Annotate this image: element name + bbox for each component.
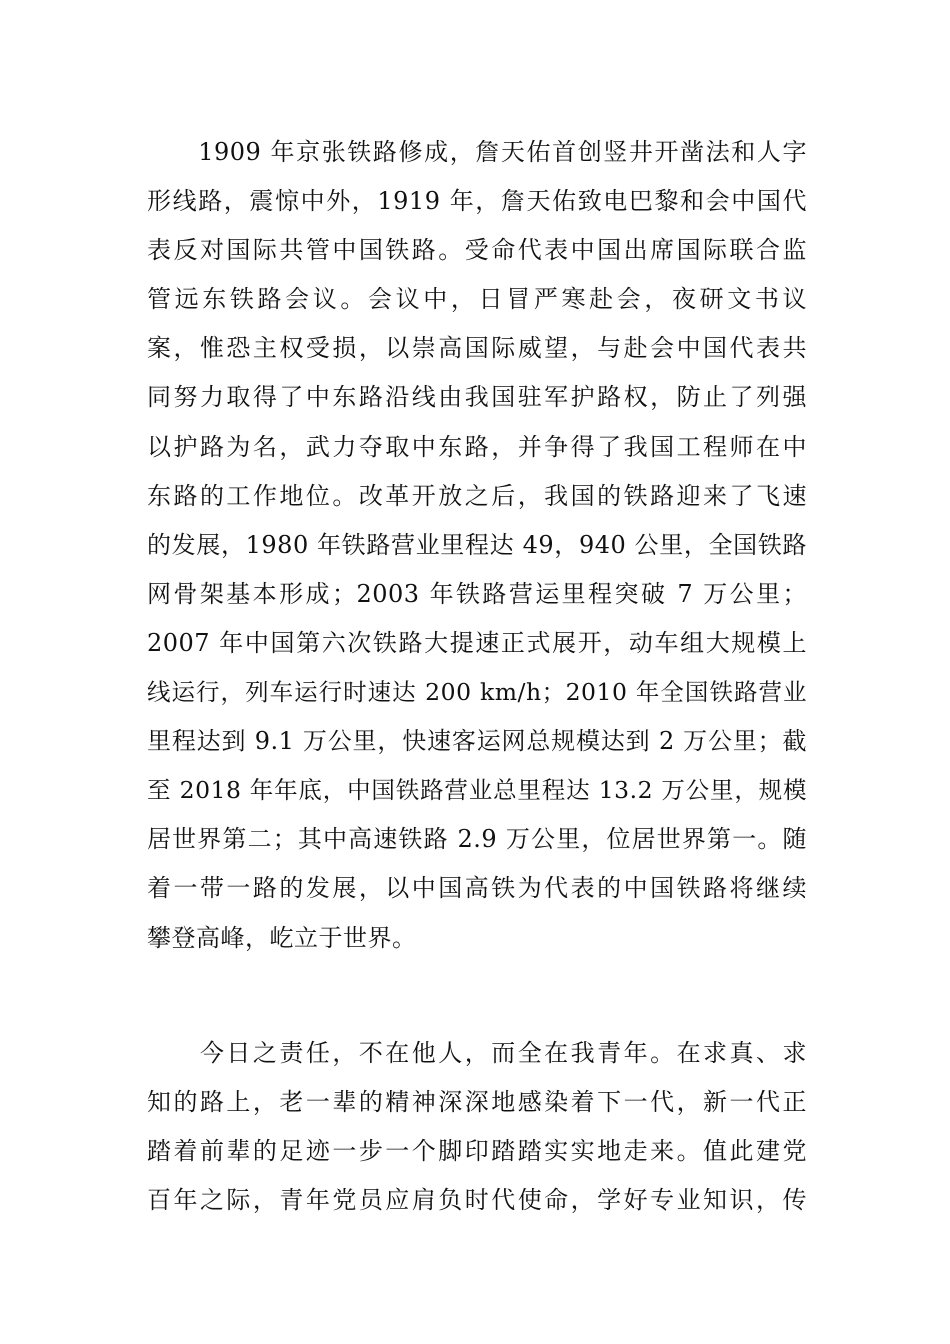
- paragraph-line: 形线路，震惊中外，1919 年，詹天佑致电巴黎和会中国代: [147, 187, 807, 216]
- paragraph-line: 以护路为名，武力夺取中东路，并争得了我国工程师在中: [147, 432, 807, 461]
- paragraph-line: 知的路上，老一辈的精神深深地感染着下一代，新一代正: [147, 1088, 807, 1117]
- paragraph-line: 2007 年中国第六次铁路大提速正式展开，动车组大规模上: [147, 628, 807, 657]
- paragraph-line: 东路的工作地位。改革开放之后，我国的铁路迎来了飞速: [147, 481, 807, 510]
- paragraph-youth-responsibility: [147, 1029, 807, 1225]
- paragraph-line: 表反对国际共管中国铁路。受命代表中国出席国际联合监: [147, 236, 807, 265]
- paragraph-line: 百年之际，青年党员应肩负时代使命，学好专业知识，传: [147, 1186, 807, 1215]
- paragraph-line: 线运行，列车运行时速达 200 km/h；2010 年全国铁路营业: [147, 678, 807, 707]
- paragraph-line: 案，惟恐主权受损，以崇高国际威望，与赴会中国代表共: [147, 334, 807, 363]
- paragraph-line: 1909 年京张铁路修成，詹天佑首创竖井开凿法和人字: [147, 138, 807, 166]
- paragraph-line: 同努力取得了中东路沿线由我国驻军护路权，防止了列强: [147, 383, 807, 412]
- paragraph-line: 至 2018 年年底，中国铁路营业总里程达 13.2 万公里，规模: [147, 776, 807, 805]
- paragraph-line: 网骨架基本形成；2003 年铁路营运里程突破 7 万公里；: [147, 579, 807, 608]
- paragraph-line: 今日之责任，不在他人，而全在我青年。在求真、求: [147, 1039, 807, 1067]
- paragraph-line: 里程达到 9.1 万公里，快速客运网总规模达到 2 万公里；截: [147, 727, 807, 756]
- paragraph-railway-history: [147, 128, 807, 963]
- paragraph-line: 居世界第二；其中高速铁路 2.9 万公里，位居世界第一。随: [147, 825, 807, 854]
- paragraph-line: 攀登高峰，屹立于世界。: [147, 923, 417, 952]
- paragraph-line: 踏着前辈的足迹一步一个脚印踏踏实实地走来。值此建党: [147, 1137, 807, 1166]
- paragraph-line: 管远东铁路会议。会议中，日冒严寒赴会，夜研文书议: [147, 285, 807, 314]
- paragraph-line: 着一带一路的发展，以中国高铁为代表的中国铁路将继续: [147, 874, 807, 903]
- paragraph-line: 的发展，1980 年铁路营业里程达 49，940 公里，全国铁路: [147, 530, 807, 559]
